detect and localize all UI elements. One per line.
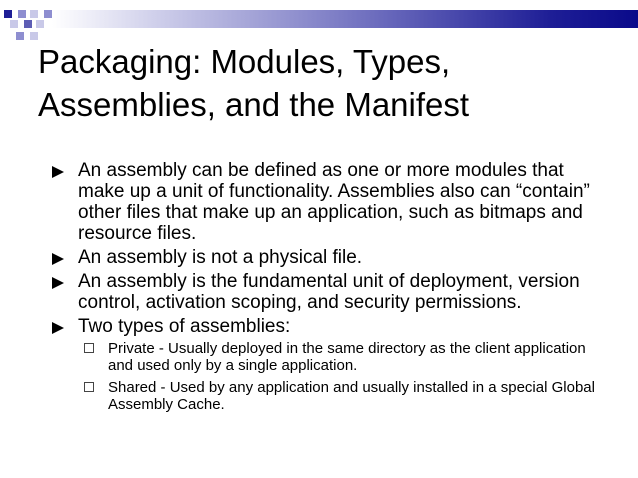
bullet-text: An assembly can be defined as one or more modules that make up a unit of functionality. Assemblies also can “contain” other files that make up an application, such as bitmaps and resource files.: [78, 160, 590, 244]
bullet-item: [52, 160, 612, 244]
bullet-arrow-icon: [52, 166, 64, 178]
bullet-text: An assembly is the fundamental unit of deployment, version control, activation scoping, and security permissions.: [78, 271, 580, 313]
bullet-item: [52, 247, 612, 268]
slide-title-line-2: Assemblies, and the Manifest: [38, 86, 470, 123]
slide-title: [38, 40, 598, 126]
bullet-arrow-icon: [52, 277, 64, 289]
bullet-arrow-icon: [52, 322, 64, 334]
square-bullet-icon: [84, 343, 94, 353]
sub-bullet-text: Shared - Used by any application and usually installed in a special Global Assembly Cache.: [108, 379, 595, 413]
bullet-text: Two types of assemblies:: [78, 316, 291, 337]
gradient-bar: [52, 10, 638, 28]
slide-title-line-1: Packaging: Modules, Types,: [38, 43, 451, 80]
sub-bullet-text: Private - Usually deployed in the same directory as the client application and used only by a single application.: [108, 340, 586, 374]
header-decoration: [0, 10, 638, 28]
bullet-text: An assembly is not a physical file.: [78, 247, 363, 268]
bullet-list: [52, 160, 612, 418]
bullet-arrow-icon: [52, 253, 64, 265]
square-bullet-icon: [84, 382, 94, 392]
bullet-item: [52, 271, 612, 313]
sub-bullet-item: [52, 379, 612, 413]
sub-bullet-item: [52, 340, 612, 374]
bullet-item: [52, 316, 612, 337]
